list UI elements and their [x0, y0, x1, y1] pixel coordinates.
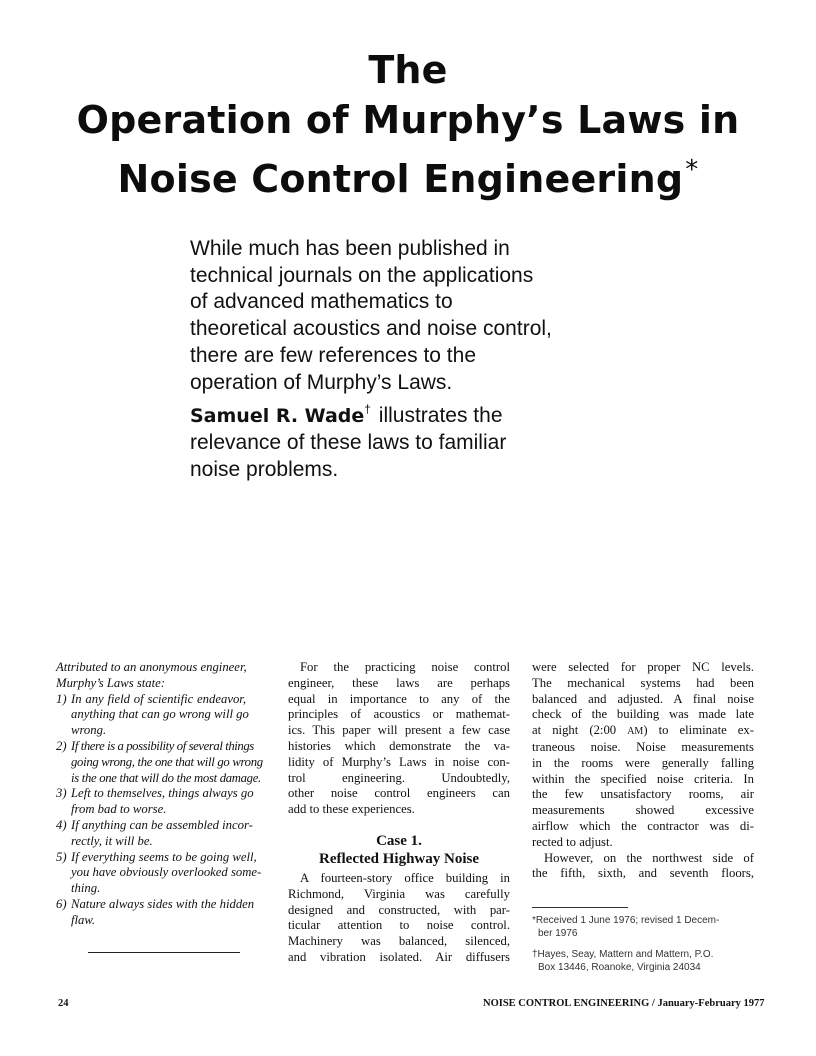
- law-number: 6): [56, 896, 67, 911]
- law-line: If everything seems to be going well,: [71, 849, 257, 864]
- author-footnote-marker: †: [364, 402, 371, 417]
- case-heading-title: Reflected Highway Noise: [319, 850, 479, 867]
- body-line: measurements showed excessive: [532, 803, 754, 818]
- abstract-line: of advanced mathematics to: [190, 290, 453, 314]
- law-number: 5): [56, 849, 67, 864]
- title-line-2: Operation of Murphy’s Laws in: [76, 98, 740, 142]
- abstract-line: technical journals on the applications: [190, 263, 534, 287]
- title-line-3: [0, 146, 816, 203]
- law-line: flaw.: [71, 912, 96, 927]
- law-line: anything that can go wrong will go: [71, 707, 249, 722]
- footnote-line: *Received 1 June 1976; revised 1 Decem-: [532, 915, 720, 926]
- law-line: If there is a possibility of several things: [71, 738, 254, 753]
- title-footnote-marker: *: [685, 155, 699, 185]
- law-line: thing.: [71, 881, 101, 896]
- body-line: engineer, these laws are perhaps: [288, 675, 510, 690]
- body-line: principles of acoustics or mathemat-: [288, 707, 510, 722]
- abstract-line: While much has been published in: [190, 237, 510, 260]
- body-line: A fourteen-story office building in: [300, 870, 510, 885]
- sidebar-intro-line: Murphy’s Laws state:: [56, 675, 166, 690]
- title-line-1: The: [368, 48, 448, 92]
- law-line: Left to themselves, things always go: [71, 786, 254, 801]
- body-line: check of the building was made late: [532, 707, 754, 722]
- body-line: ics. This paper will present a few case: [288, 723, 510, 738]
- law-item: [56, 738, 263, 786]
- body-line: within the specified noise criteria. In: [532, 771, 754, 786]
- abstract-author-line: [190, 396, 660, 430]
- footnote-received: [532, 914, 754, 940]
- footnote-affiliation: [532, 948, 754, 974]
- abstract-author-continuation: illustrates the: [372, 404, 503, 428]
- abstract-line: operation of Murphy’s Laws.: [190, 370, 453, 394]
- title-line-3-text: Noise Control Engineering: [117, 157, 684, 201]
- law-item: [56, 896, 255, 929]
- law-line: In any field of scientific endeavor,: [71, 691, 246, 706]
- body-line: the fifth, sixth, and seventh floors,: [532, 866, 754, 881]
- case-heading-number: Case 1.: [376, 832, 422, 849]
- author-name: Samuel R. Wade: [190, 405, 365, 428]
- abstract-line: relevance of these laws to familiar: [190, 430, 507, 454]
- abstract: [190, 236, 660, 483]
- abstract-line: there are few references to the: [190, 343, 476, 367]
- footnote-divider: [532, 907, 628, 908]
- footnote-line: †Hayes, Seay, Mattern and Mattern, P.O.: [532, 949, 714, 960]
- page-number: 24: [58, 998, 69, 1009]
- law-line: If anything can be assembled incor-: [71, 817, 253, 832]
- time-text-before: at night (2:00: [532, 723, 628, 738]
- law-item: [56, 786, 254, 818]
- body-column-3: [532, 660, 754, 882]
- body-line: and vibration isolated. Air diffusers: [288, 949, 510, 964]
- body-line: However, on the northwest side of: [544, 850, 754, 865]
- body-line: equal in importance to any of the: [288, 691, 510, 706]
- sidebar-intro-line: Attributed to an anonymous engineer,: [56, 660, 247, 674]
- body-line: Richmond, Virginia was carefully: [288, 886, 510, 901]
- law-number: 3): [56, 786, 67, 801]
- law-line: is the one that will do the most damage.: [71, 770, 261, 785]
- body-line: trol engineering. Undoubtedly,: [288, 770, 510, 785]
- law-line: wrong.: [71, 723, 107, 738]
- body-line: For the practicing noise control: [300, 660, 510, 674]
- body-line: add to these experiences.: [288, 802, 415, 817]
- body-line: balanced and adjusted. A final noise: [532, 691, 754, 706]
- body-line: The mechanical systems had been: [532, 675, 754, 690]
- body-column-2: [288, 660, 510, 966]
- law-item: [56, 817, 253, 850]
- body-line: in the rooms were generally falling: [532, 755, 754, 770]
- law-line: going wrong, the one that will go wrong: [71, 754, 263, 769]
- body-line: designed and constructed, with par-: [288, 902, 510, 917]
- murphys-laws-sidebar: [56, 660, 263, 929]
- body-line: lidity of Murphy’s Laws in noise con-: [288, 754, 510, 769]
- law-number: 4): [56, 817, 67, 832]
- abstract-line: noise problems.: [190, 457, 339, 481]
- body-line: traneous noise. Noise measurements: [532, 739, 754, 754]
- body-line: were selected for proper NC levels.: [532, 660, 754, 674]
- law-line: Nature always sides with the hidden: [71, 896, 255, 911]
- time-text-after: ) to eliminate ex-: [643, 723, 754, 738]
- law-line: from bad to worse.: [71, 802, 167, 817]
- abstract-line: theoretical acoustics and noise control,: [190, 317, 552, 341]
- body-line: other noise control engineers can: [288, 786, 510, 801]
- body-line: ticular attention to noise control.: [288, 918, 510, 933]
- law-line: rectly, it will be.: [71, 833, 153, 848]
- body-line-time: [532, 723, 754, 740]
- body-line: airflow which the contractor was di-: [532, 818, 754, 833]
- law-line: you have obviously overlooked some-: [71, 865, 262, 880]
- body-line: Machinery was balanced, silenced,: [288, 934, 510, 949]
- body-line: histories which demonstrate the va-: [288, 738, 510, 753]
- time-am: AM: [627, 726, 644, 738]
- law-number: 1): [56, 691, 67, 706]
- footnote-line: ber 1976: [538, 928, 578, 939]
- body-line: rected to adjust.: [532, 834, 613, 849]
- law-number: 2): [56, 738, 67, 753]
- journal-footer: NOISE CONTROL ENGINEERING / January-February 1977: [483, 998, 765, 1009]
- footnote-line: Box 13446, Roanoke, Virginia 24034: [538, 962, 701, 973]
- body-line: the few unsatisfactory rooms, air: [532, 787, 754, 802]
- law-item: [56, 691, 249, 739]
- law-item: [56, 849, 262, 897]
- sidebar-divider: [88, 952, 240, 953]
